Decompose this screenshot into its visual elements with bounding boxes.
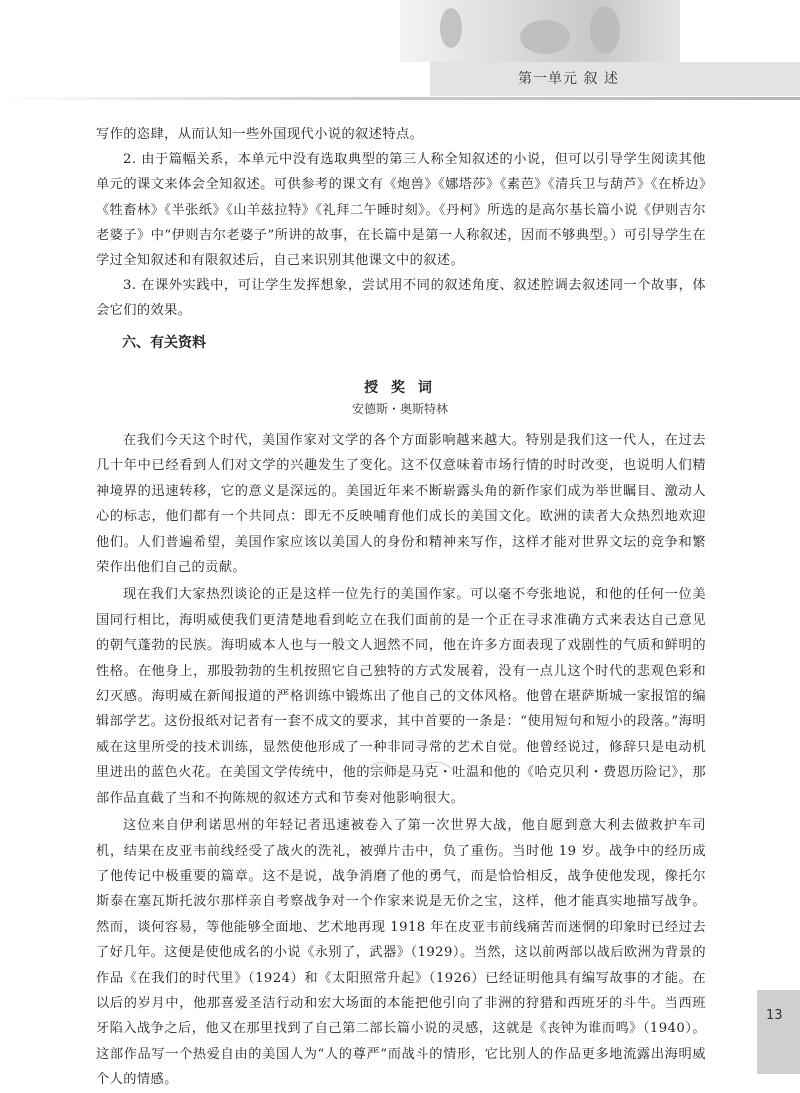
- article-paragraph: 这位来自伊利诺思州的年轻记者迅速被卷入了第一次世界大战，他自愿到意大利去做救护车司机，结果在皮亚韦前线经受了战火的洗礼，被弹片击中，负了重伤。当时他 19 岁。战争中的经历成了他传记中极重要的篇章。这不是说，战争消磨了他的勇气，而是恰恰相反，战争使他发现，像托尔斯泰在塞瓦斯托波尔那样亲自考察战争对一个作家来说是无价之宝，这样，他才能真实地描写战争。然而，谈何容易，等他能够全面地、艺术地再现 1918 年在皮亚韦前线痛苦而迷惘的印象时已经过去了好几年。这便是使他成名的小说《永别了，武器》（1929）。当然，这以前两部以战后欧洲为背景的作品《在我们的时代里》（1924）和《太阳照常升起》（1926）已经证明他具有编写故事的才能。在以后的岁月中，他那喜爱圣洁行动和宏大场面的本能把他引向了非洲的狩猎和西班牙的斗牛。当西班牙陷入战争之后，他又在那里找到了自己第二部长篇小说的灵感，这就是《丧钟为谁而鸣》（1940）。这部作品写一个热爱自由的美国人为“人的尊严”而战斗的情形，它比别人的作品更多地流露出海明威个人的情感。: [96, 818, 706, 1088]
- page-number: 13: [766, 1008, 783, 1023]
- intro-paragraph: 3. 在课外实践中，可让学生发挥想象，尝试用不同的叙述角度、叙述腔调去叙述同一个故事，体会它们的效果。: [96, 278, 706, 319]
- article-paragraph: 现在我们大家热烈谈论的正是这样一位先行的美国作家。可以毫不夸张地说，和他的任何一位美国同行相比，海明威使我们更清楚地看到屹立在我们面前的是一个正在寻求准确方式来表达自己意见的朝气蓬勃的民族。海明威本人也与一般文人迥然不同，他在许多方面表现了戏剧性的气质和鲜明的性格。在他身上，那股勃勃的生机按照它自己独特的方式发展着，没有一点儿这个时代的悲观色彩和幻灭感。海明威在新闻报道的严格训练中锻炼出了他自己的文体风格。他曾在堪萨斯城一家报馆的编辑部学艺。这份报纸对记者有一套不成文的要求，其中首要的一条是：“使用短句和短小的段落。”海明威在这里所受的技术训练，显然使他形成了一种非同寻常的艺术自觉。他曾经说过，修辞只是电动机里迸出的蓝色火花。在美国文学传统中，他的宗师是马克・吐温和他的《哈克贝利・费恩历险记》，那部作品直截了当和不拘陈规的叙述方式和节奏对他影响很大。: [96, 587, 706, 806]
- watermark-stamp: [360, 752, 470, 780]
- header-decorative-illustration: [400, 0, 680, 62]
- header-rule: [0, 97, 800, 100]
- unit-label: 第一单元 叙 述: [518, 71, 619, 87]
- intro-paragraph: 写作的恣肆，从而认知一些外国现代小说的叙述特点。: [96, 127, 424, 142]
- article-author: 安德斯・奥斯特林: [351, 402, 448, 416]
- intro-paragraph: 2. 由于篇幅关系，本单元中没有选取典型的第三人称全知叙述的小说，但可以引导学生阅读其他单元的课文来体会全知叙述。可供参考的课文有《炮兽》《娜塔莎》《素芭》《清兵卫与葫芦》《在桥边》《牲畜林》《半张纸》《山羊兹拉特》《礼拜二午睡时刻》。《丹柯》所选的是高尔基长篇小说《伊则吉尔老婆子》中“伊则吉尔老婆子”所讲的故事，在长篇中是第一人称叙述，因而不够典型。）可引导学生在学过全知叙述和有限叙述后，自己来识别其他课文中的叙述。: [96, 152, 706, 269]
- article-paragraph: 在我们今天这个时代，美国作家对文学的各个方面影响越来越大。特别是我们这一代人，在过去几十年中已经看到人们对文学的兴趣发生了变化。这不仅意味着市场行情的时时改变，也说明人们精神境界的迅速转移，它的意义是深远的。美国近年来不断崭露头角的新作家们成为举世瞩目、激动人心的标志，他们都有一个共同点：即无不反映哺育他们成长的美国文化。欧洲的读者大众热烈地欢迎他们。人们普遍希望，美国作家应该以美国人的身份和精神来写作，这样才能对世界文坛的竞争和繁荣作出他们自己的贡献。: [96, 433, 706, 576]
- article-title: 授 奖 词: [364, 380, 436, 396]
- page-side-tab: [757, 990, 800, 1074]
- section-heading: 六、有关资料: [122, 335, 206, 351]
- intro-section: [96, 122, 706, 324]
